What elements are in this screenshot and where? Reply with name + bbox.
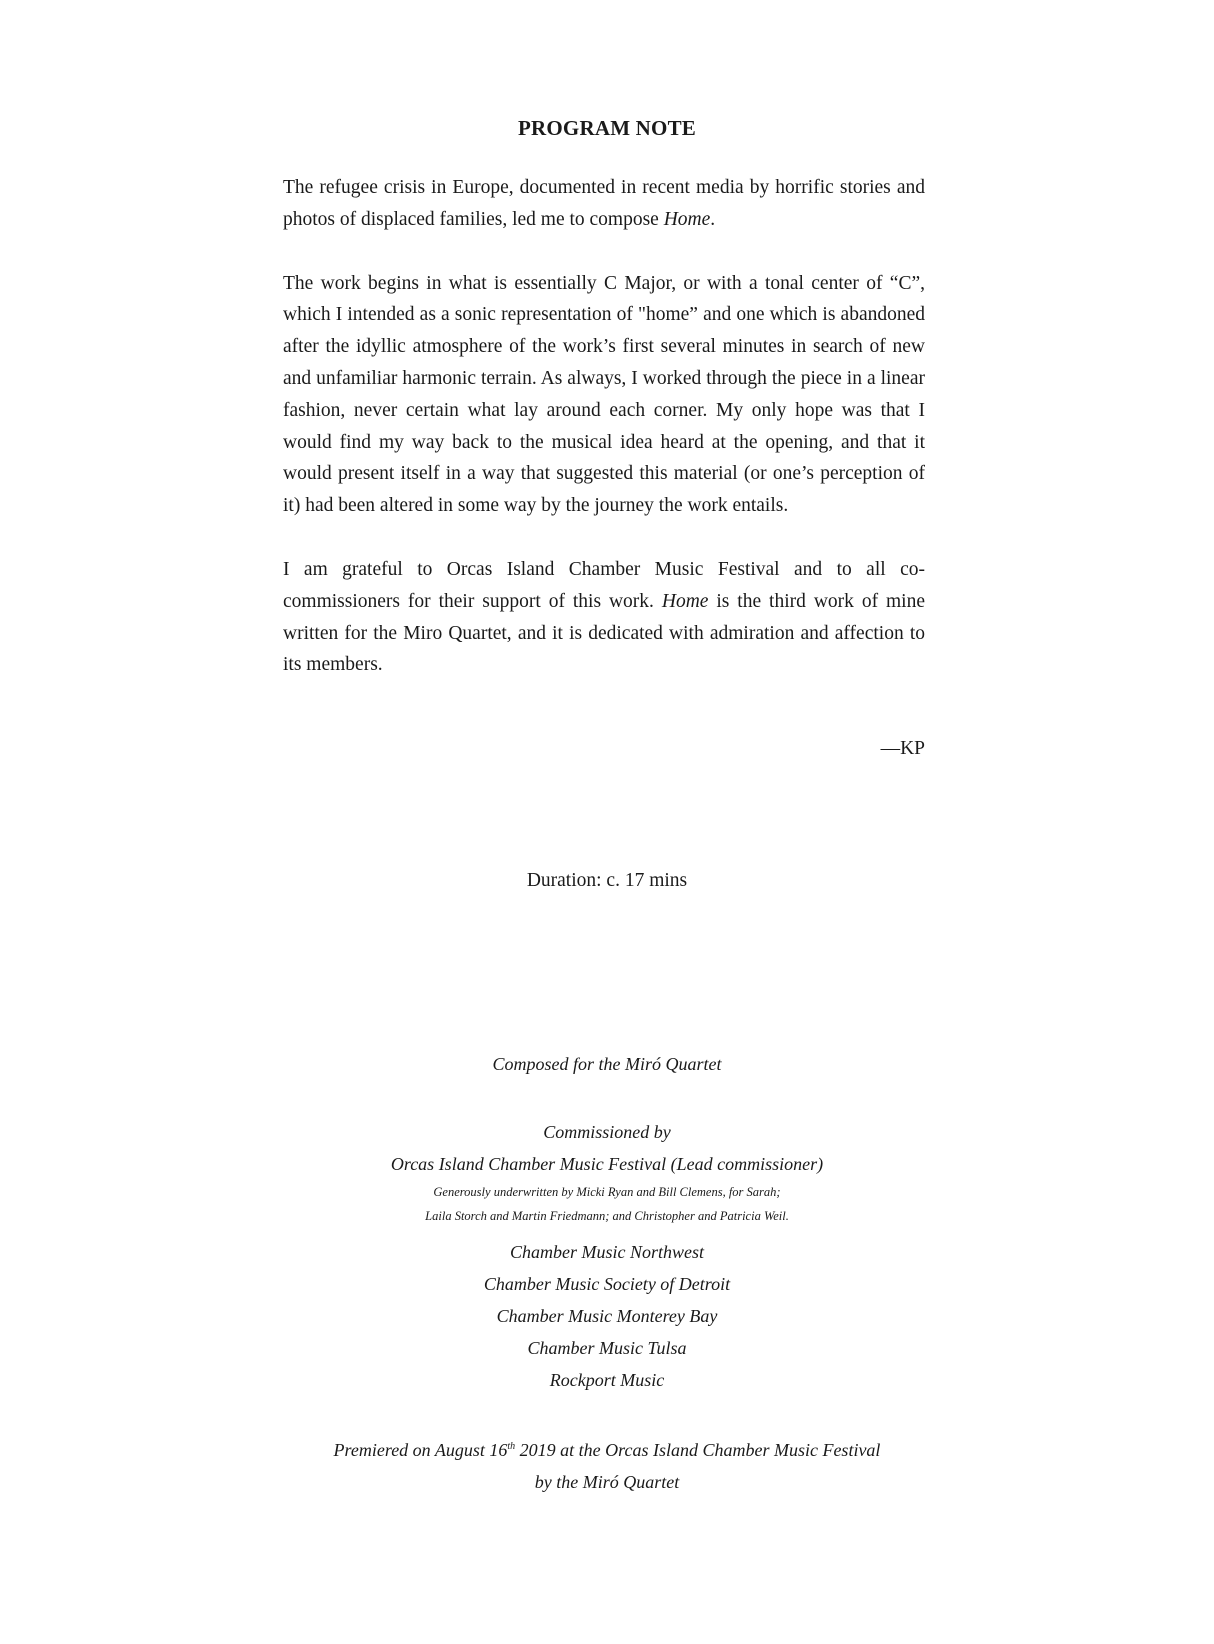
spacer xyxy=(0,1228,1214,1236)
commissioner-item: Chamber Music Northwest xyxy=(509,1242,704,1262)
underwritten-line-2: Laila Storch and Martin Friedmann; and Christopher and Patricia Weil. xyxy=(425,1209,789,1223)
lead-commissioner: Orcas Island Chamber Music Festival (Lead commissioner) xyxy=(390,1154,824,1174)
commissioner-item: Chamber Music Society of Detroit xyxy=(483,1274,731,1294)
work-title-italic: Home xyxy=(661,590,709,612)
paragraph-3-text: I am grateful to Orcas Island Chamber Music Festival and to all co-commissioners for their support of this work. xyxy=(283,558,925,612)
paragraph-3-end: is the third work of mine written for the Miro Quartet, and it is dedicated with admiration and affection to its members. xyxy=(283,590,925,676)
paragraph-1-end: . xyxy=(710,208,716,230)
commissioned-by-heading: Commissioned by xyxy=(543,1122,671,1142)
paragraph-2: The work begins in what is essentially C Major, or with a tonal center of “C”, which I intended as a sonic representation of "home” and one which is abandoned after the idyllic atmosphere of the work’s first several minutes in search of new and unfamiliar harmonic terrain. As always, I worked through the piece in a linear fashion, never certain what lay around each corner. My only hope was that I would find my way back to the musical idea heard at the opening, and that it would present itself in a way that suggested this material (or one’s perception of it) had been altered in some way by the journey the work entails. xyxy=(283,272,925,517)
page-title: PROGRAM NOTE xyxy=(518,116,696,140)
duration-text: Duration: c. 17 mins xyxy=(526,870,688,891)
work-title-italic: Home xyxy=(663,208,711,230)
premiere-block xyxy=(0,1434,1214,1498)
premiere-line-2: by the Miró Quartet xyxy=(534,1472,680,1492)
ordinal-suffix: th xyxy=(507,1441,516,1452)
commission-block xyxy=(0,1116,1214,1396)
paragraph-1-text: The refugee crisis in Europe, documented in recent media by horrific stories and photos of displaced families, led me to compose xyxy=(283,177,925,230)
premiere-date-prefix: Premiered on August 16 xyxy=(333,1440,508,1460)
underwritten-line-1: Generously underwritten by Micki Ryan and Bill Clemens, for Sarah; xyxy=(433,1185,781,1199)
paragraph-1 xyxy=(283,172,925,236)
premiere-line-1 xyxy=(0,1434,1214,1466)
commissioner-item: Chamber Music Monterey Bay xyxy=(496,1306,718,1326)
program-note-body xyxy=(283,172,925,713)
commissioner-item: Rockport Music xyxy=(549,1370,665,1390)
premiere-date-rest: 2019 at the Orcas Island Chamber Music Festival xyxy=(515,1440,881,1460)
paragraph-3 xyxy=(283,554,925,681)
author-signature: —KP xyxy=(880,738,925,759)
composed-for-line: Composed for the Miró Quartet xyxy=(492,1054,722,1074)
commissioner-item: Chamber Music Tulsa xyxy=(527,1338,687,1358)
